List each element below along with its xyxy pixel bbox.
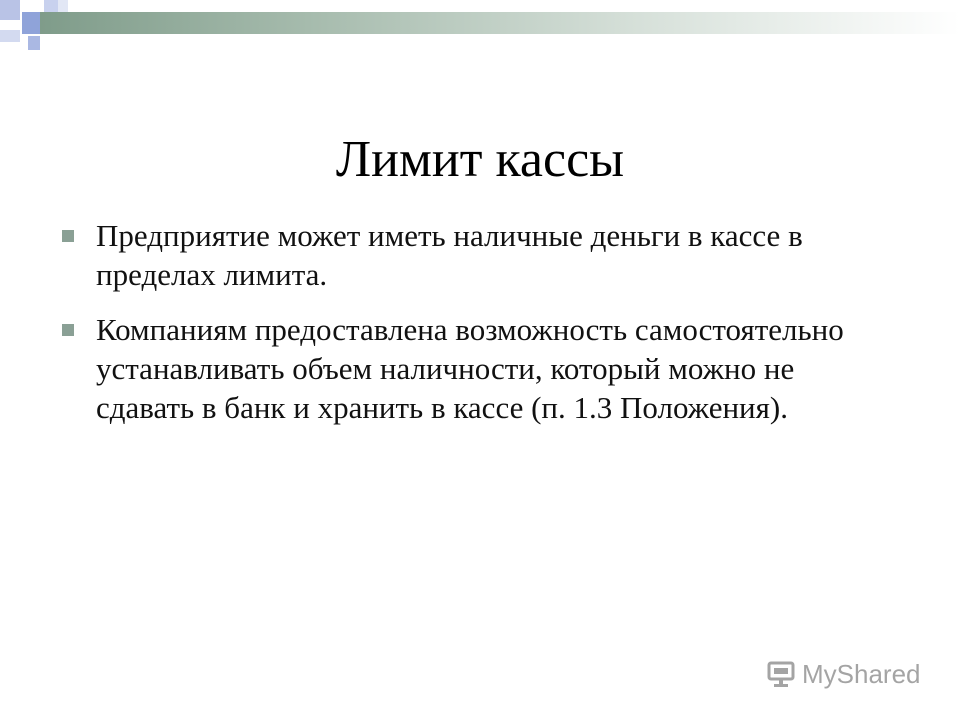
decor-square bbox=[20, 0, 40, 12]
decor-square bbox=[22, 12, 40, 34]
header-band bbox=[40, 12, 960, 34]
square-bullet-icon bbox=[62, 230, 74, 242]
bullet-text: Компаниям предоставлена возможность самостоятельно устанавливать объем наличности, который можно не сдавать в банк и хранить в кассе (п. 1.3 Положения). bbox=[96, 312, 844, 425]
decor-square bbox=[44, 0, 58, 12]
decor-square bbox=[28, 36, 40, 50]
projector-screen-icon bbox=[766, 659, 796, 689]
bullet-item bbox=[60, 216, 900, 294]
slide-title: Лимит кассы bbox=[335, 130, 625, 188]
decor-square bbox=[0, 30, 20, 42]
watermark bbox=[766, 654, 921, 694]
watermark-text: MyShared bbox=[802, 658, 921, 689]
decor-square bbox=[0, 0, 20, 20]
bullet-text: Предприятие может иметь наличные деньги в кассе в пределах лимита. bbox=[96, 218, 803, 292]
square-bullet-icon bbox=[62, 324, 74, 336]
bullet-list bbox=[60, 216, 900, 443]
decor-square bbox=[58, 0, 68, 12]
bullet-item bbox=[60, 310, 900, 427]
